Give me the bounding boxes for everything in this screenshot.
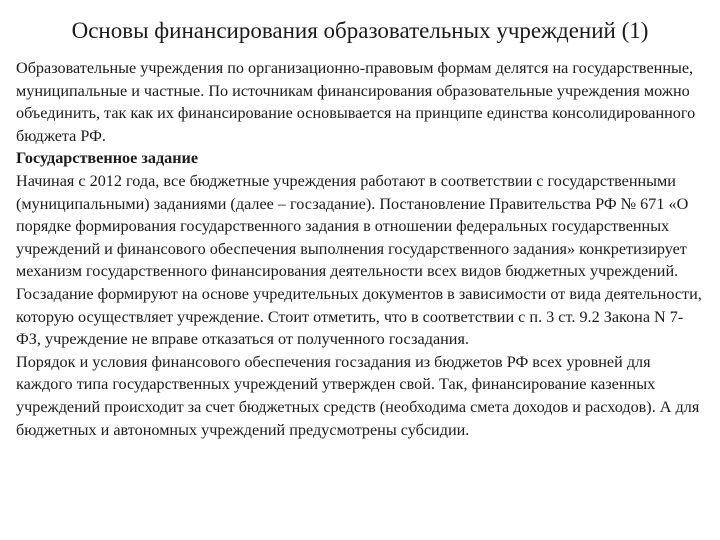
- intro-paragraph: Образовательные учреждения по организационно-правовым формам делятся на государственные, муниципальные и частные. По источникам финансирования образовательные учреждения можно объединить, так как их финансирование основывается на принципе единства консолидированного бюджета РФ.: [16, 59, 696, 145]
- assignment-formation-paragraph: Госзадание формируют на основе учредительных документов в зависимости от вида деятельности, которую осуществляет учреждение. Стоит отметить, что в соответствии с п. 3 ст. 9.2 Закона N 7-ФЗ, учреждение не вправе отказаться от полученного госзадания.: [16, 284, 702, 349]
- slide-title: Основы финансирования образовательных учреждений (1): [71, 18, 649, 43]
- slide-body: [16, 57, 708, 441]
- financing-procedure-paragraph: Порядок и условия финансового обеспечения госзадания из бюджетов РФ всех уровней для каждого типа государственных учреждений утвержден свой. Так, финансирование казенных учреждений происходит за счет бюджетных средств (необходима смета доходов и расходов). А для бюджетных и автономных учреждений предусмотрены субсидии.: [16, 352, 700, 439]
- section-heading: Государственное задание: [16, 149, 199, 168]
- state-assignment-paragraph: Начиная с 2012 года, все бюджетные учреждения работают в соответствии с государственными (муниципальными) заданиями (далее – госзадание). Постановление Правительства РФ № 671 «О порядке формирования государственного задания в отношении федеральных государственных учреждений и финансового обеспечения выполнения государственного задания» конкретизирует механизм государственного финансирования деятельности всех видов бюджетных учреждений.: [16, 171, 689, 281]
